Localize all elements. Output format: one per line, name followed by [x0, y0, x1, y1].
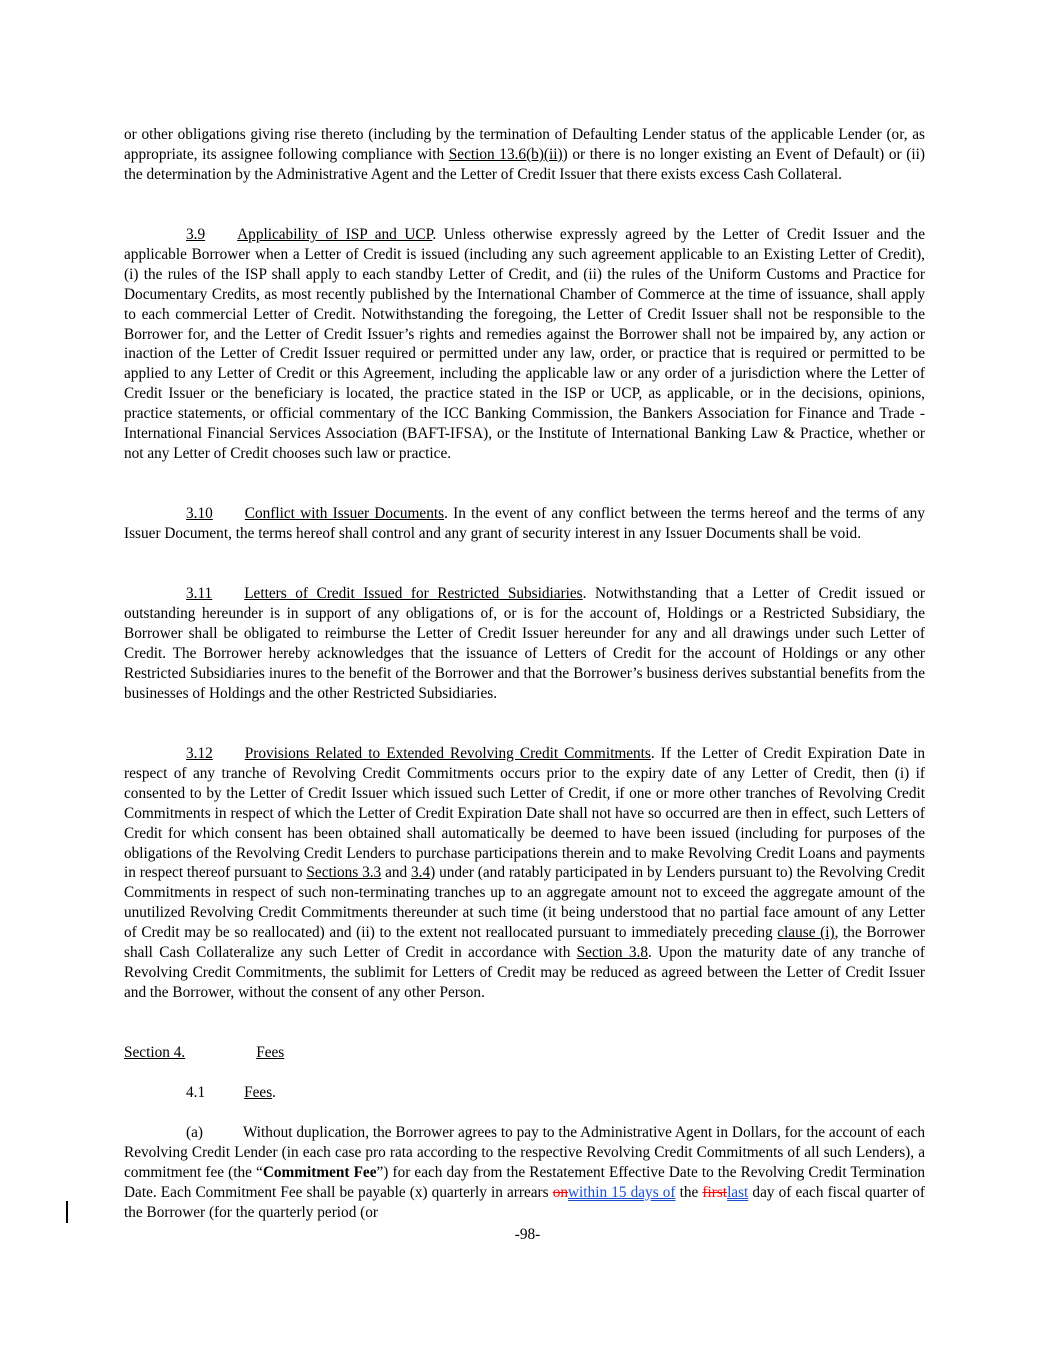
inserted-text: within 15 days of — [568, 1183, 676, 1201]
section-3-9 — [124, 225, 925, 464]
text-run: and — [381, 864, 412, 882]
section-number: 4.1 — [186, 1084, 206, 1101]
defined-term: Commitment Fee — [262, 1163, 377, 1181]
section-number: 3.10 — [186, 505, 213, 522]
text-run: , the Borrower shall Cash Collateralize any such Letter of Credit in accordance with — [124, 924, 926, 962]
section-3-10 — [124, 504, 925, 544]
cross-reference: Section 3.8 — [576, 944, 648, 962]
change-bar — [66, 1201, 68, 1223]
cross-reference: clause (i) — [777, 924, 835, 942]
text-run: the — [675, 1183, 703, 1201]
section-label: Section 4. — [124, 1044, 186, 1061]
section-number: 3.12 — [186, 745, 213, 762]
section-heading: Applicability of ISP and UCP — [237, 226, 433, 243]
text-run: . Upon the maturity date of any tranche of Revolving Credit Commitments, the sublimit for Letters of Credit may be reduced as agreed between the Letter of Credit Issuer and the Borrower, without the consent of any other Person. — [124, 944, 925, 1001]
text-run: . — [272, 1084, 276, 1101]
text-run: ”) for each day from the Restatement Effective Date to the Revolving Credit Termination Date. Each Commitment Fee shall be payable (x) quarterly in arrears — [124, 1163, 925, 1201]
section-body: . Unless otherwise expressly agreed by the Letter of Credit Issuer and the applicable Borrower when a Letter of Credit is issued (including any such agreement applicable to an Existing Letter of Credit), (i) the rules of the ISP shall apply to each standby Letter of Credit, and (ii) the rules of the Uniform Customs and Practice for Documentary Credits, as most recently published by the International Chamber of Commerce at the time of issuance, shall apply to each commercial Letter of Credit. Notwithstanding the foregoing, the Letter of Credit Issuer shall not be responsible to the Borrower for, and the Letter of Credit Issuer’s rights and remedies against the Borrower shall not be impaired by, any action or inaction of the Letter of Credit Issuer required or permitted under any law, order, or practice that is required or permitted to be applied to any Letter of Credit or this Agreement, including the applicable law or any order of a jurisdiction where the Letter of Credit Issuer or the beneficiary is located, the practice stated in the ISP or UCP, as applicable, or in the decisions, opinions, practice statements, or official commentary of the ICC Banking Commission, the Bankers Association for Finance and Trade - International Financial Services Association (BAFT-IFSA), or the Institute of International Banking Law & Practice, whether or not any Letter of Credit chooses such law or practice. — [124, 226, 925, 462]
section-3-11 — [124, 584, 925, 703]
cross-reference: Sections 3.3 — [306, 864, 382, 882]
section-number: 3.11 — [186, 585, 213, 602]
text-run: ) or there is no longer existing an Event of Default) or (ii) the determination by the Administrative Agent and the Letter of Credit Issuer that there exists excess Cash Collateral. — [124, 145, 925, 183]
section-4-heading — [124, 1043, 925, 1063]
text-run: day of each fiscal quarter of the Borrower (for the quarterly period (or — [124, 1183, 925, 1221]
text-run: ) under (and ratably participated in by Lenders pursuant to) the Revolving Credit Commitments in respect of such non-terminating tranches up to an aggregate amount not to exceed the aggregate amount of the unutilized Revolving Credit Commitments thereunder at such time (it being understood that no partial face amount of any Letter of Credit may be so reallocated) and (ii) to the extent not reallocated pursuant to immediately preceding — [124, 864, 925, 942]
section-4-1-heading — [124, 1083, 925, 1103]
inserted-text: last — [727, 1183, 749, 1201]
section-heading: Fees — [244, 1084, 273, 1101]
paragraph-continuation — [124, 125, 925, 185]
section-heading: Provisions Related to Extended Revolving Credit Commitments — [244, 745, 651, 762]
page-number: -98- — [514, 1226, 541, 1243]
section-body: . Notwithstanding that a Letter of Credit issued or outstanding hereunder is in support of any obligations of, or is for the account of, Holdings or a Restricted Subsidiary, the Borrower shall be obligated to reimburse the Letter of Credit Issuer hereunder for any and all drawings under such Letter of Credit. The Borrower hereby acknowledges that the issuance of Letters of Credit for the account of Holdings or any other Restricted Subsidiaries inures to the benefit of the Borrower and that the Borrower’s business derives substantial benefits from the businesses of Holdings and the other Restricted Subsidiaries. — [124, 585, 925, 702]
text-run: . If the Letter of Credit Expiration Date in respect of any tranche of Revolving Credit Commitments occurs prior to the expiry date of any Letter of Credit, then (i) if consented to by the Letter of Credit Issuer which issued such Letter of Credit, if one or more other tranches of Revolving Credit Commitments in respect of which the Letter of Credit Expiration Date shall not have so occurred are then in effect, such Letters of Credit for which consent has been obtained shall automatically be deemed to have been issued (including for purposes of the obligations of the Revolving Credit Lenders to purchase participations therein and to make Revolving Credit Loans and payments in respect thereof pursuant to — [124, 745, 925, 882]
text-run: or other obligations giving rise thereto (including by the termination of Defaulting Lender status of the applicable Lender (or, as appropriate, its assignee following compliance with — [124, 126, 925, 163]
section-3-12 — [124, 744, 925, 1003]
deleted-text: first — [702, 1183, 728, 1201]
section-4-heading-underline — [124, 1044, 256, 1061]
section-heading: Letters of Credit Issued for Restricted Subsidiaries — [244, 585, 583, 602]
text-run: Without duplication, the Borrower agrees to pay to the Administrative Agent in Dollars, for the account of each Revolving Credit Lender (in each case pro rata according to the respective Revolving Credit Commitments of all such Lenders), a commitment fee (the “ — [124, 1124, 925, 1181]
cross-reference: Section 13.6(b)(ii) — [448, 145, 563, 163]
cross-reference: 3.4 — [411, 864, 431, 882]
section-heading: Conflict with Issuer Documents — [244, 505, 445, 522]
section-title: Fees — [256, 1044, 285, 1061]
clause-label: (a) — [186, 1124, 203, 1141]
section-body: . In the event of any conflict between the terms hereof and the terms of any Issuer Document, the terms hereof shall control and any grant of security interest in any Issuer Documents shall be void. — [124, 505, 925, 542]
section-number: 3.9 — [186, 226, 206, 243]
deleted-text: on — [552, 1183, 568, 1201]
section-4-1-a — [124, 1123, 925, 1223]
